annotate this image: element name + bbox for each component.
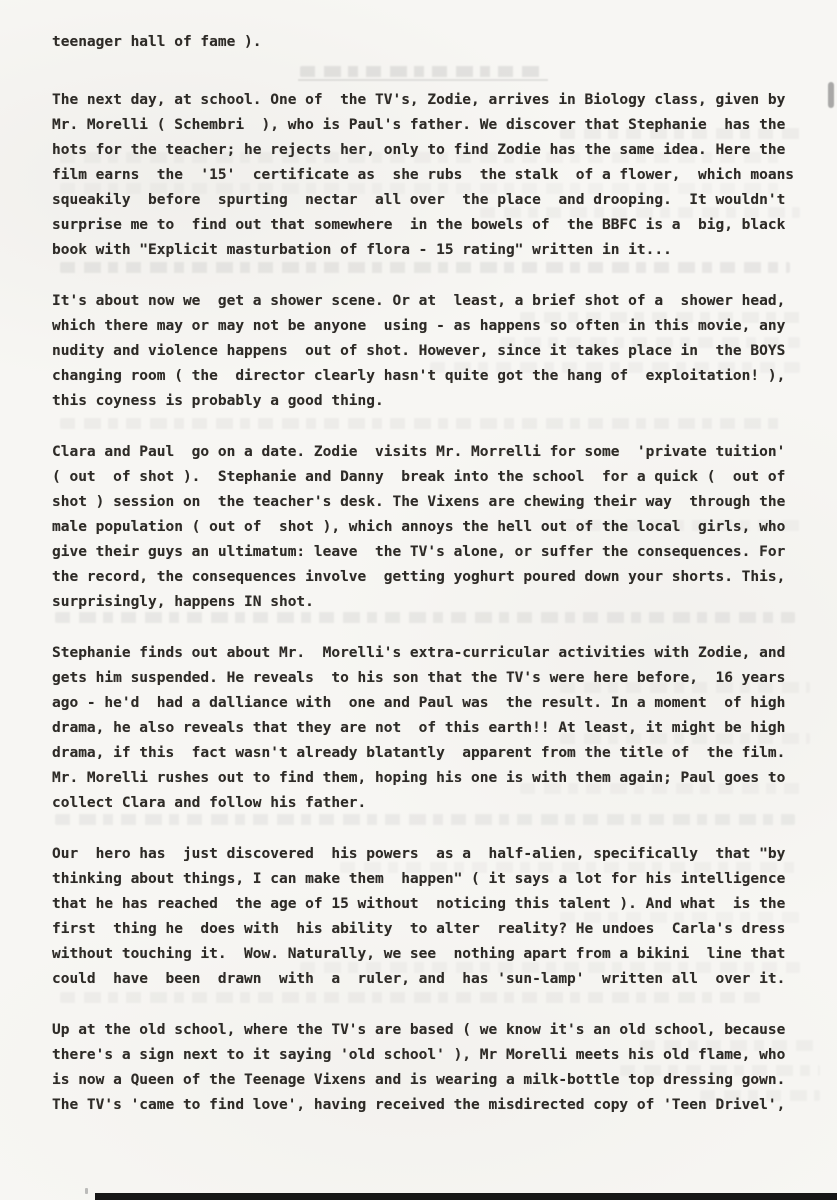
text-line: The TV's 'came to find love', having received the misdirected copy of 'Teen Drivel', (52, 1097, 786, 1113)
text-line: which there may or may not be anyone using - as happens so often in this movie, any (52, 318, 786, 334)
text-line: shot ) session on the teacher's desk. The Vixens are chewing their way through the (52, 494, 786, 510)
text-line: drama, if this fact wasn't already blatantly apparent from the title of the film. (52, 745, 786, 761)
text-line: first thing he does with his ability to alter reality? He undoes Carla's dress (52, 921, 786, 937)
paragraph (52, 842, 812, 992)
text-line: is now a Queen of the Teenage Vixens and is wearing a milk-bottle top dressing gown. (52, 1072, 786, 1088)
paragraph (52, 641, 812, 816)
paragraph (52, 440, 812, 615)
text-line: ago - he'd had a dalliance with one and Paul was the result. In a moment of high (52, 695, 786, 711)
text-line: Mr. Morelli ( Schembri ), who is Paul's father. We discover that Stephanie has the (52, 117, 786, 133)
text-line: Stephanie finds out about Mr. Morelli's extra-curricular activities with Zodie, and (52, 645, 786, 661)
paragraph (52, 88, 812, 263)
scan-speck (85, 1188, 88, 1194)
text-line: changing room ( the director clearly hasn't quite got the hang of exploitation! ), (52, 368, 786, 384)
text-line: the record, the consequences involve getting yoghurt poured down your shorts. This, (52, 569, 786, 585)
text-line: teenager hall of fame ). (52, 34, 262, 50)
text-line: book with "Explicit masturbation of flora - 15 rating" written in it... (52, 242, 672, 258)
document-text (52, 30, 812, 1144)
text-line: Mr. Morelli rushes out to find them, hoping his one is with them again; Paul goes to (52, 770, 786, 786)
text-line: without touching it. Wow. Naturally, we see nothing apart from a bikini line that (52, 946, 786, 962)
text-line: The next day, at school. One of the TV's, Zodie, arrives in Biology class, given by (52, 92, 786, 108)
paragraph (52, 289, 812, 414)
text-line: gets him suspended. He reveals to his son that the TV's were here before, 16 years (52, 670, 786, 686)
paragraph (52, 30, 812, 55)
scan-edge-artifact (95, 1193, 837, 1200)
text-line: drama, he also reveals that they are not of this earth!! At least, it might be high (52, 720, 786, 736)
text-line: thinking about things, I can make them happen" ( it says a lot for his intelligence (52, 871, 786, 887)
text-line: squeakily before spurting nectar all over the place and drooping. It wouldn't (52, 192, 786, 208)
text-line: male population ( out of shot ), which annoys the hell out of the local girls, who (52, 519, 786, 535)
text-line: ( out of shot ). Stephanie and Danny break into the school for a quick ( out of (52, 469, 786, 485)
paragraph (52, 1018, 812, 1118)
text-line: collect Clara and follow his father. (52, 795, 367, 811)
text-line: film earns the '15' certificate as she rubs the stalk of a flower, which moans (52, 167, 795, 183)
text-line: give their guys an ultimatum: leave the TV's alone, or suffer the consequences. For (52, 544, 786, 560)
text-line: hots for the teacher; he rejects her, only to find Zodie has the same idea. Here the (52, 142, 786, 158)
text-line: this coyness is probably a good thing. (52, 393, 384, 409)
text-line: could have been drawn with a ruler, and has 'sun-lamp' written all over it. (52, 971, 786, 987)
text-line: surprise me to find out that somewhere in the bowels of the BBFC is a big, black (52, 217, 786, 233)
text-line: It's about now we get a shower scene. Or at least, a brief shot of a shower head, (52, 293, 786, 309)
text-line: Our hero has just discovered his powers as a half-alien, specifically that "by (52, 846, 786, 862)
text-line: Clara and Paul go on a date. Zodie visits Mr. Morrelli for some 'private tuition' (52, 444, 786, 460)
text-line: surprisingly, happens IN shot. (52, 594, 314, 610)
text-line: Up at the old school, where the TV's are based ( we know it's an old school, because (52, 1022, 786, 1038)
text-line: nudity and violence happens out of shot. However, since it takes place in the BOYS (52, 343, 786, 359)
text-line: there's a sign next to it saying 'old school' ), Mr Morelli meets his old flame, who (52, 1047, 786, 1063)
scan-smudge-mark (828, 82, 834, 108)
text-line: that he has reached the age of 15 without noticing this talent ). And what is the (52, 896, 786, 912)
